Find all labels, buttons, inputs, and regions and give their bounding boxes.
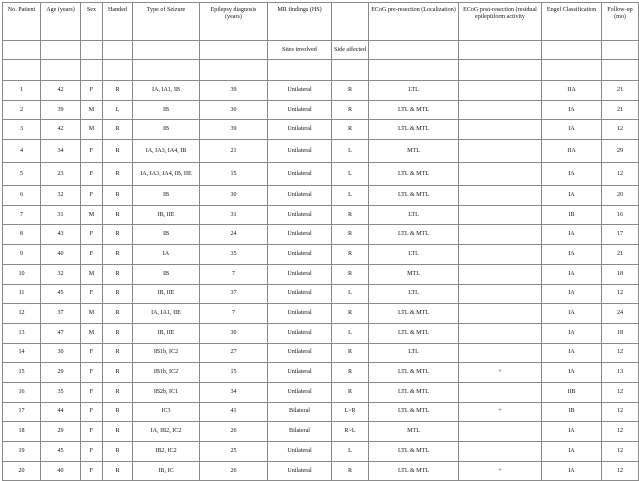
header-blank bbox=[602, 41, 639, 60]
cell-sites-involved: Bilateral bbox=[268, 422, 332, 442]
cell-followup: 18 bbox=[602, 323, 639, 343]
cell-side-affected: R bbox=[332, 120, 369, 140]
cell-epilepsy-years: 26 bbox=[200, 461, 268, 481]
cell-patient-no: 8 bbox=[3, 225, 41, 245]
cell-engel-class: IA bbox=[542, 304, 602, 324]
cell-epilepsy-years: 37 bbox=[200, 284, 268, 304]
cell-seizure-type: IB, IC bbox=[133, 461, 200, 481]
cell-sex: F bbox=[81, 163, 103, 186]
cell-ecog-pre: LTL & MTL bbox=[369, 461, 459, 481]
cell-side-affected: R bbox=[332, 461, 369, 481]
cell-sex: M bbox=[81, 304, 103, 324]
cell-age: 23 bbox=[41, 163, 81, 186]
cell-epilepsy-years: 15 bbox=[200, 163, 268, 186]
cell-handed: R bbox=[103, 363, 133, 383]
header-followup: Follow-up (mo) bbox=[602, 3, 639, 41]
cell-handed: R bbox=[103, 402, 133, 422]
cell-sites-involved: Unilateral bbox=[268, 382, 332, 402]
cell-engel-class: IA bbox=[542, 461, 602, 481]
header-blank bbox=[81, 41, 103, 60]
cell-followup: 16 bbox=[602, 205, 639, 225]
table-row bbox=[3, 186, 639, 206]
cell-epilepsy-years: 15 bbox=[200, 363, 268, 383]
cell-sites-involved: Unilateral bbox=[268, 343, 332, 363]
cell-age: 29 bbox=[41, 363, 81, 383]
patient-table bbox=[2, 2, 639, 481]
cell-followup: 21 bbox=[602, 245, 639, 265]
cell-age: 32 bbox=[41, 186, 81, 206]
cell-age: 45 bbox=[41, 284, 81, 304]
cell-sex: F bbox=[81, 382, 103, 402]
header-blank bbox=[103, 41, 133, 60]
cell-seizure-type: IB bbox=[133, 186, 200, 206]
cell-sites-involved: Unilateral bbox=[268, 140, 332, 163]
cell-patient-no: 3 bbox=[3, 120, 41, 140]
cell-handed: R bbox=[103, 304, 133, 324]
cell-patient-no: 16 bbox=[3, 382, 41, 402]
cell-handed: R bbox=[103, 140, 133, 163]
cell-sites-involved: Unilateral bbox=[268, 186, 332, 206]
cell-seizure-type: IB, IIE bbox=[133, 205, 200, 225]
cell-handed: R bbox=[103, 205, 133, 225]
cell-engel-class: IA bbox=[542, 120, 602, 140]
cell-ecog-pre: LTL bbox=[369, 81, 459, 101]
cell-sex: F bbox=[81, 186, 103, 206]
header-spacer bbox=[3, 60, 41, 81]
table-row bbox=[3, 225, 639, 245]
cell-age: 44 bbox=[41, 402, 81, 422]
table-row bbox=[3, 245, 639, 265]
cell-seizure-type: IB1b, IC2 bbox=[133, 363, 200, 383]
cell-ecog-pre: LTL & MTL bbox=[369, 382, 459, 402]
cell-seizure-type: IA, IB2, IC2 bbox=[133, 422, 200, 442]
cell-side-affected: R bbox=[332, 81, 369, 101]
cell-epilepsy-years: 30 bbox=[200, 323, 268, 343]
cell-seizure-type: IB bbox=[133, 225, 200, 245]
cell-sites-involved: Unilateral bbox=[268, 323, 332, 343]
header-sex: Sex bbox=[81, 3, 103, 41]
header-spacer bbox=[369, 60, 459, 81]
cell-age: 45 bbox=[41, 442, 81, 462]
cell-seizure-type: IA, IA3, IA4, IB bbox=[133, 140, 200, 163]
cell-age: 30 bbox=[41, 343, 81, 363]
header-spacer bbox=[542, 60, 602, 81]
cell-engel-class: IA bbox=[542, 100, 602, 120]
cell-ecog-pre: LTL & MTL bbox=[369, 402, 459, 422]
cell-patient-no: 7 bbox=[3, 205, 41, 225]
cell-sites-involved: Unilateral bbox=[268, 363, 332, 383]
header-sites-involved: Sites involved bbox=[268, 41, 332, 60]
cell-ecog-post bbox=[459, 304, 542, 324]
cell-side-affected: R bbox=[332, 225, 369, 245]
cell-ecog-pre: LTL & MTL bbox=[369, 100, 459, 120]
cell-side-affected: L bbox=[332, 163, 369, 186]
cell-patient-no: 14 bbox=[3, 343, 41, 363]
cell-seizure-type: IA, IA1, IIE bbox=[133, 304, 200, 324]
cell-side-affected: R bbox=[332, 382, 369, 402]
cell-seizure-type: IC3 bbox=[133, 402, 200, 422]
header-engel: Engel Classification bbox=[542, 3, 602, 41]
cell-handed: L bbox=[103, 100, 133, 120]
cell-followup: 13 bbox=[602, 363, 639, 383]
cell-sites-involved: Unilateral bbox=[268, 81, 332, 101]
cell-followup: 12 bbox=[602, 442, 639, 462]
header-spacer bbox=[602, 60, 639, 81]
cell-epilepsy-years: 34 bbox=[200, 382, 268, 402]
cell-followup: 29 bbox=[602, 140, 639, 163]
cell-handed: R bbox=[103, 186, 133, 206]
cell-sites-involved: Unilateral bbox=[268, 120, 332, 140]
cell-seizure-type: IB2, IC2 bbox=[133, 442, 200, 462]
cell-patient-no: 12 bbox=[3, 304, 41, 324]
cell-side-affected: L bbox=[332, 284, 369, 304]
header-side-affected: Side affected bbox=[332, 41, 369, 60]
cell-ecog-post bbox=[459, 140, 542, 163]
header-side-top bbox=[332, 3, 369, 41]
cell-engel-class: IIB bbox=[542, 382, 602, 402]
cell-patient-no: 18 bbox=[3, 422, 41, 442]
cell-epilepsy-years: 26 bbox=[200, 422, 268, 442]
cell-ecog-pre: LTL bbox=[369, 205, 459, 225]
table-row bbox=[3, 304, 639, 324]
table-row bbox=[3, 422, 639, 442]
cell-side-affected: L bbox=[332, 186, 369, 206]
cell-ecog-pre: LTL bbox=[369, 284, 459, 304]
cell-sex: F bbox=[81, 461, 103, 481]
cell-ecog-post: + bbox=[459, 363, 542, 383]
header-age: Age (years) bbox=[41, 3, 81, 41]
cell-age: 34 bbox=[41, 140, 81, 163]
cell-epilepsy-years: 39 bbox=[200, 81, 268, 101]
cell-handed: R bbox=[103, 163, 133, 186]
cell-ecog-post bbox=[459, 100, 542, 120]
cell-age: 39 bbox=[41, 100, 81, 120]
cell-followup: 21 bbox=[602, 81, 639, 101]
cell-ecog-pre: LTL & MTL bbox=[369, 363, 459, 383]
table-row bbox=[3, 382, 639, 402]
cell-ecog-pre: LTL & MTL bbox=[369, 163, 459, 186]
cell-sex: F bbox=[81, 343, 103, 363]
cell-age: 40 bbox=[41, 245, 81, 265]
cell-patient-no: 13 bbox=[3, 323, 41, 343]
header-ecog-pre: ECoG pre-resection (Localization) bbox=[369, 3, 459, 41]
cell-epilepsy-years: 7 bbox=[200, 304, 268, 324]
cell-patient-no: 11 bbox=[3, 284, 41, 304]
cell-ecog-post bbox=[459, 323, 542, 343]
cell-age: 35 bbox=[41, 382, 81, 402]
header-patient: No. Patient bbox=[3, 3, 41, 41]
cell-patient-no: 10 bbox=[3, 264, 41, 284]
cell-engel-class: IA bbox=[542, 245, 602, 265]
cell-epilepsy-years: 41 bbox=[200, 402, 268, 422]
cell-engel-class: IA bbox=[542, 422, 602, 442]
header-blank bbox=[369, 41, 459, 60]
cell-followup: 12 bbox=[602, 382, 639, 402]
header-blank bbox=[542, 41, 602, 60]
cell-ecog-pre: LTL & MTL bbox=[369, 186, 459, 206]
cell-epilepsy-years: 31 bbox=[200, 205, 268, 225]
cell-sex: F bbox=[81, 140, 103, 163]
header-blank bbox=[3, 41, 41, 60]
cell-side-affected: L bbox=[332, 442, 369, 462]
cell-ecog-pre: LTL & MTL bbox=[369, 304, 459, 324]
cell-epilepsy-years: 21 bbox=[200, 140, 268, 163]
cell-side-affected: R>L bbox=[332, 422, 369, 442]
cell-engel-class: IA bbox=[542, 264, 602, 284]
cell-seizure-type: IA, IA1, IB bbox=[133, 81, 200, 101]
cell-followup: 12 bbox=[602, 120, 639, 140]
header-spacer bbox=[332, 60, 369, 81]
cell-patient-no: 4 bbox=[3, 140, 41, 163]
cell-handed: R bbox=[103, 284, 133, 304]
cell-engel-class: IIA bbox=[542, 140, 602, 163]
header-spacer bbox=[268, 60, 332, 81]
cell-handed: R bbox=[103, 264, 133, 284]
cell-sex: M bbox=[81, 205, 103, 225]
cell-ecog-post bbox=[459, 225, 542, 245]
cell-ecog-post bbox=[459, 245, 542, 265]
table-row bbox=[3, 363, 639, 383]
cell-seizure-type: IB bbox=[133, 100, 200, 120]
table-row bbox=[3, 264, 639, 284]
cell-patient-no: 9 bbox=[3, 245, 41, 265]
cell-patient-no: 17 bbox=[3, 402, 41, 422]
header-seizure-type: Type of Seizure bbox=[133, 3, 200, 41]
cell-age: 42 bbox=[41, 81, 81, 101]
cell-sites-involved: Bilateral bbox=[268, 402, 332, 422]
cell-sex: F bbox=[81, 284, 103, 304]
cell-ecog-pre: LTL & MTL bbox=[369, 120, 459, 140]
cell-followup: 20 bbox=[602, 186, 639, 206]
cell-ecog-post bbox=[459, 422, 542, 442]
cell-handed: R bbox=[103, 442, 133, 462]
cell-sites-involved: Unilateral bbox=[268, 245, 332, 265]
cell-ecog-pre: MTL bbox=[369, 422, 459, 442]
cell-seizure-type: IB bbox=[133, 120, 200, 140]
cell-patient-no: 6 bbox=[3, 186, 41, 206]
cell-handed: R bbox=[103, 225, 133, 245]
cell-handed: R bbox=[103, 120, 133, 140]
cell-age: 42 bbox=[41, 120, 81, 140]
header-blank bbox=[41, 41, 81, 60]
cell-sites-involved: Unilateral bbox=[268, 284, 332, 304]
header-spacer bbox=[200, 60, 268, 81]
cell-ecog-pre: LTL bbox=[369, 343, 459, 363]
cell-engel-class: IA bbox=[542, 363, 602, 383]
cell-ecog-post bbox=[459, 186, 542, 206]
cell-sex: F bbox=[81, 225, 103, 245]
cell-ecog-post bbox=[459, 284, 542, 304]
cell-engel-class: IA bbox=[542, 186, 602, 206]
header-spacer bbox=[459, 60, 542, 81]
cell-sex: M bbox=[81, 323, 103, 343]
cell-sites-involved: Unilateral bbox=[268, 163, 332, 186]
cell-epilepsy-years: 30 bbox=[200, 186, 268, 206]
cell-side-affected: L>R bbox=[332, 402, 369, 422]
cell-followup: 24 bbox=[602, 304, 639, 324]
cell-sex: F bbox=[81, 422, 103, 442]
cell-sites-involved: Unilateral bbox=[268, 442, 332, 462]
cell-age: 43 bbox=[41, 225, 81, 245]
cell-ecog-post bbox=[459, 382, 542, 402]
cell-seizure-type: IA, IA3, IA4, IB, IIE bbox=[133, 163, 200, 186]
cell-ecog-pre: LTL & MTL bbox=[369, 323, 459, 343]
table-row bbox=[3, 343, 639, 363]
cell-age: 32 bbox=[41, 264, 81, 284]
cell-age: 47 bbox=[41, 323, 81, 343]
cell-engel-class: IB bbox=[542, 402, 602, 422]
cell-sex: F bbox=[81, 245, 103, 265]
cell-ecog-pre: LTL bbox=[369, 245, 459, 265]
cell-epilepsy-years: 39 bbox=[200, 120, 268, 140]
table-row bbox=[3, 461, 639, 481]
cell-engel-class: IA bbox=[542, 284, 602, 304]
header-mr-findings: MR findings (HS) bbox=[268, 3, 332, 41]
table-row bbox=[3, 140, 639, 163]
table-row bbox=[3, 120, 639, 140]
cell-age: 31 bbox=[41, 205, 81, 225]
cell-handed: R bbox=[103, 81, 133, 101]
header-spacer bbox=[103, 60, 133, 81]
cell-ecog-pre: LTL & MTL bbox=[369, 442, 459, 462]
cell-age: 29 bbox=[41, 422, 81, 442]
cell-ecog-post bbox=[459, 81, 542, 101]
cell-sex: M bbox=[81, 100, 103, 120]
cell-ecog-pre: MTL bbox=[369, 264, 459, 284]
cell-followup: 12 bbox=[602, 343, 639, 363]
cell-handed: R bbox=[103, 245, 133, 265]
cell-epilepsy-years: 24 bbox=[200, 225, 268, 245]
table-row bbox=[3, 323, 639, 343]
cell-sex: F bbox=[81, 363, 103, 383]
cell-engel-class: IB bbox=[542, 205, 602, 225]
cell-epilepsy-years: 25 bbox=[200, 442, 268, 462]
cell-followup: 12 bbox=[602, 461, 639, 481]
cell-engel-class: IA bbox=[542, 442, 602, 462]
cell-ecog-post bbox=[459, 442, 542, 462]
header-blank bbox=[459, 41, 542, 60]
cell-patient-no: 2 bbox=[3, 100, 41, 120]
header-epilepsy-diagnosis: Epilepsy diagnosis (years) bbox=[200, 3, 268, 41]
header-ecog-post: ECoG post-resection (residual epileptiform activity bbox=[459, 3, 542, 41]
cell-ecog-post bbox=[459, 264, 542, 284]
cell-followup: 21 bbox=[602, 100, 639, 120]
cell-seizure-type: IB bbox=[133, 264, 200, 284]
cell-side-affected: R bbox=[332, 264, 369, 284]
cell-engel-class: IA bbox=[542, 163, 602, 186]
cell-side-affected: R bbox=[332, 205, 369, 225]
header-handed: Handed bbox=[103, 3, 133, 41]
cell-seizure-type: IB2b, IC1 bbox=[133, 382, 200, 402]
table-row bbox=[3, 402, 639, 422]
table-row bbox=[3, 442, 639, 462]
cell-engel-class: IA bbox=[542, 225, 602, 245]
cell-age: 40 bbox=[41, 461, 81, 481]
cell-side-affected: R bbox=[332, 343, 369, 363]
cell-epilepsy-years: 35 bbox=[200, 245, 268, 265]
cell-ecog-post bbox=[459, 205, 542, 225]
cell-followup: 12 bbox=[602, 284, 639, 304]
cell-age: 37 bbox=[41, 304, 81, 324]
cell-engel-class: IIA bbox=[542, 81, 602, 101]
cell-side-affected: L bbox=[332, 323, 369, 343]
cell-handed: R bbox=[103, 422, 133, 442]
cell-sites-involved: Unilateral bbox=[268, 205, 332, 225]
cell-sex: M bbox=[81, 264, 103, 284]
cell-patient-no: 20 bbox=[3, 461, 41, 481]
cell-patient-no: 19 bbox=[3, 442, 41, 462]
header-blank bbox=[200, 41, 268, 60]
cell-side-affected: R bbox=[332, 304, 369, 324]
cell-handed: R bbox=[103, 461, 133, 481]
cell-sites-involved: Unilateral bbox=[268, 461, 332, 481]
cell-handed: R bbox=[103, 343, 133, 363]
cell-side-affected: R bbox=[332, 245, 369, 265]
cell-followup: 12 bbox=[602, 422, 639, 442]
cell-ecog-pre: MTL bbox=[369, 140, 459, 163]
cell-handed: R bbox=[103, 382, 133, 402]
cell-ecog-post: + bbox=[459, 402, 542, 422]
cell-seizure-type: IB, IIE bbox=[133, 323, 200, 343]
cell-handed: R bbox=[103, 323, 133, 343]
cell-epilepsy-years: 30 bbox=[200, 100, 268, 120]
cell-ecog-post bbox=[459, 120, 542, 140]
header-spacer bbox=[133, 60, 200, 81]
cell-sex: F bbox=[81, 442, 103, 462]
cell-seizure-type: IA bbox=[133, 245, 200, 265]
cell-ecog-post: + bbox=[459, 461, 542, 481]
cell-ecog-post bbox=[459, 163, 542, 186]
cell-side-affected: L bbox=[332, 140, 369, 163]
cell-engel-class: IA bbox=[542, 323, 602, 343]
cell-sex: F bbox=[81, 81, 103, 101]
cell-sites-involved: Unilateral bbox=[268, 100, 332, 120]
cell-sites-involved: Unilateral bbox=[268, 225, 332, 245]
cell-ecog-post bbox=[459, 343, 542, 363]
cell-sites-involved: Unilateral bbox=[268, 304, 332, 324]
cell-sites-involved: Unilateral bbox=[268, 264, 332, 284]
cell-side-affected: R bbox=[332, 100, 369, 120]
cell-engel-class: IA bbox=[542, 343, 602, 363]
table-row bbox=[3, 100, 639, 120]
table-row bbox=[3, 284, 639, 304]
table-row bbox=[3, 205, 639, 225]
table-row bbox=[3, 81, 639, 101]
cell-sex: M bbox=[81, 120, 103, 140]
cell-followup: 12 bbox=[602, 163, 639, 186]
header-spacer bbox=[41, 60, 81, 81]
cell-followup: 17 bbox=[602, 225, 639, 245]
header-blank bbox=[133, 41, 200, 60]
cell-patient-no: 1 bbox=[3, 81, 41, 101]
cell-followup: 18 bbox=[602, 264, 639, 284]
cell-ecog-pre: LTL & MTL bbox=[369, 225, 459, 245]
cell-patient-no: 5 bbox=[3, 163, 41, 186]
cell-seizure-type: IB, IIE bbox=[133, 284, 200, 304]
table-row bbox=[3, 163, 639, 186]
header-spacer bbox=[81, 60, 103, 81]
cell-sex: F bbox=[81, 402, 103, 422]
cell-followup: 12 bbox=[602, 402, 639, 422]
cell-seizure-type: IB1b, IC2 bbox=[133, 343, 200, 363]
cell-side-affected: R bbox=[332, 363, 369, 383]
cell-epilepsy-years: 7 bbox=[200, 264, 268, 284]
cell-patient-no: 15 bbox=[3, 363, 41, 383]
cell-epilepsy-years: 27 bbox=[200, 343, 268, 363]
